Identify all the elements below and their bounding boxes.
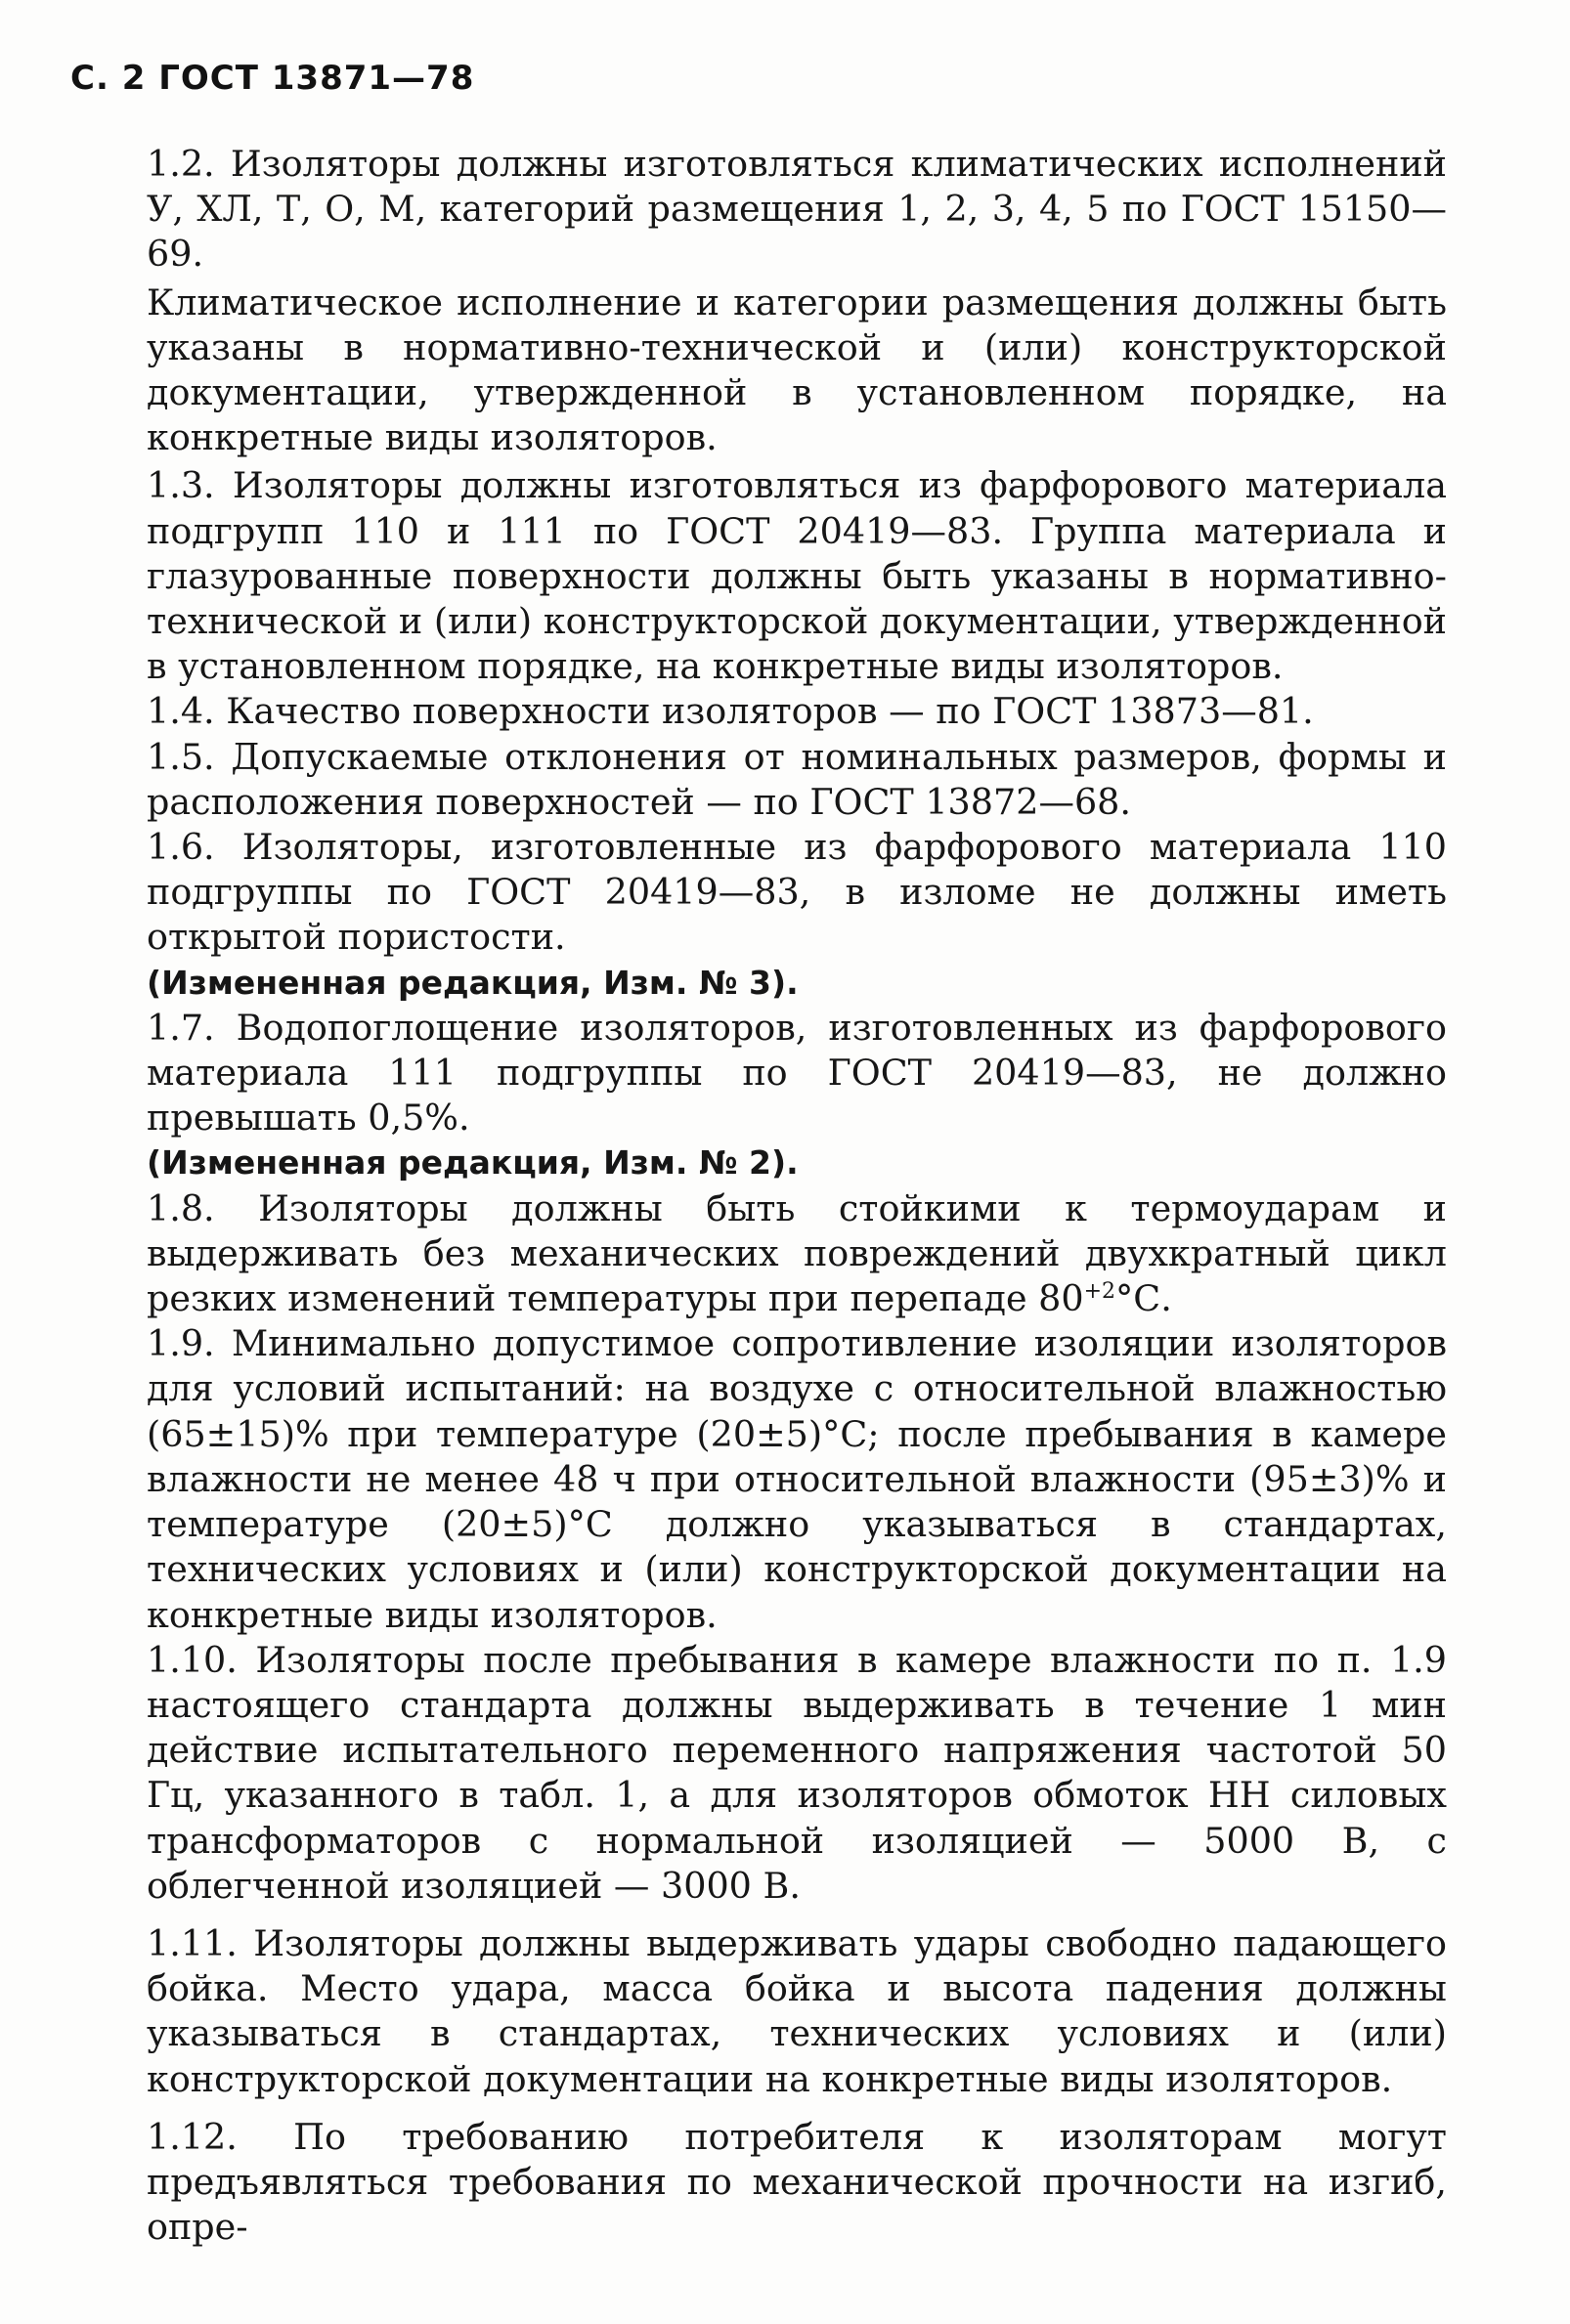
- paragraph-1-8: [147, 1186, 1447, 1322]
- paragraph-1-8-text: 1.8. Изоляторы должны быть стойкими к термоударам и выдерживать без механических повреждений двухкратный цикл резких изменений температуры при перепаде 80: [147, 1186, 1447, 1320]
- paragraph-1-2: 1.2. Изоляторы должны изготовляться климатических исполнений У, ХЛ, Т, О, М, категорий размещения 1, 2, 3, 4, 5 по ГОСТ 15150—69.: [147, 143, 1447, 276]
- paragraph-1-4: 1.4. Качество поверхности изоляторов — по ГОСТ 13873—81.: [147, 690, 1314, 733]
- paragraph-1-10: 1.10. Изоляторы после пребывания в камере влажности по п. 1.9 настоящего стандарта должны выдерживать в течение 1 мин действие испытательного переменного напряжения частотой 50 Гц, указанного в табл. 1, а для изоляторов обмоток НН силовых трансформаторов с нормальной изоляцией — 5000 В, с облегченной изоляцией — 3000 В.: [147, 1638, 1447, 1907]
- paragraph-1-12: 1.12. По требованию потребителя к изоляторам могут предъявляться требования по механической прочности на изгиб, опре-: [147, 2115, 1447, 2249]
- amendment-note-2: (Измененная редакция, Изм. № 2).: [147, 1143, 799, 1183]
- paragraph-1-6: 1.6. Изоляторы, изготовленные из фарфорового материала 110 подгруппы по ГОСТ 20419—83, в изломе не должны иметь открытой пористости.: [147, 826, 1447, 959]
- amendment-note-3: (Измененная редакция, Изм. № 3).: [147, 963, 799, 1002]
- paragraph-1-11: 1.11. Изоляторы должны выдерживать удары свободно падающего бойка. Место удара, масса бойка и высота падения должны указываться в стандартах, технических условиях и (или) конструкторской документации на конкретные виды изоляторов.: [147, 1921, 1447, 2100]
- tolerance-superscript: +2: [1083, 1278, 1116, 1304]
- paragraph-1-9: 1.9. Минимально допустимое сопротивление изоляции изоляторов для условий испытаний: на воздухе с относительной влажностью (65±15)% при температуре (20±5)°С; после пребывания в камере влажности не менее 48 ч при относительной влажности (95±3)% и температуре (20±5)°С должно указываться в стандартах, технических условиях и (или) конструкторской документации на конкретные виды изоляторов.: [147, 1322, 1447, 1636]
- running-head: С. 2 ГОСТ 13871—78: [70, 59, 475, 98]
- paragraph-1-3: 1.3. Изоляторы должны изготовляться из фарфорового материала подгрупп 110 и 111 по ГОСТ 20419—83. Группа материала и глазурованные поверхности должны быть указаны в нормативно-технической и (или) конструкторской документации, утвержденной в установленном порядке, на конкретные виды изоляторов.: [147, 464, 1448, 688]
- paragraph-1-2-continued: Климатическое исполнение и категории размещения должны быть указаны в нормативно-технической и (или) конструкторской документации, утвержденной в установленном порядке, на конкретные виды изоляторов.: [147, 280, 1447, 459]
- paragraph-1-5: 1.5. Допускаемые отклонения от номинальных размеров, формы и расположения поверхностей — по ГОСТ 13872—68.: [147, 735, 1447, 823]
- paragraph-1-7: 1.7. Водопоглощение изоляторов, изготовленных из фарфорового материала 111 подгруппы по ГОСТ 20419—83, не должно превышать 0,5%.: [147, 1006, 1447, 1140]
- document-body: [147, 142, 1447, 2250]
- paragraph-1-8-unit: °С.: [1115, 1277, 1172, 1320]
